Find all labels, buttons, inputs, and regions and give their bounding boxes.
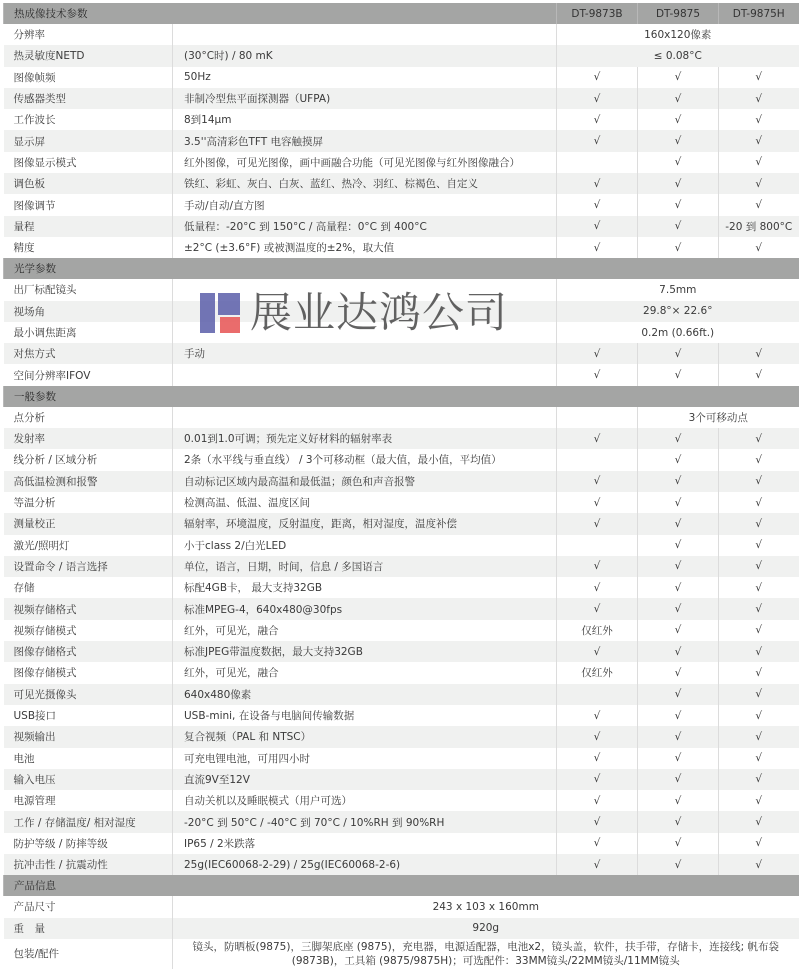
table-row (4, 556, 799, 577)
row-label: 防护等级 / 防摔等级 (4, 833, 173, 854)
table-row (4, 769, 799, 790)
model-value: √ (719, 237, 799, 258)
row-description (173, 322, 557, 343)
row-description: 50Hz (173, 67, 557, 88)
row-label: 激光/照明灯 (4, 535, 173, 556)
model-value: √ (719, 748, 799, 769)
model-value-all: 29.8°× 22.6° (557, 301, 799, 322)
row-description: 红外图像，可见光图像，画中画融合功能（可见光图像与红外图像融合） (173, 152, 557, 173)
table-row (4, 705, 799, 726)
section-title: 光学参数 (4, 258, 799, 279)
model-value: √ (557, 237, 638, 258)
table-row (4, 109, 799, 130)
row-description: -20°C 到 50°C / -40°C 到 70°C / 10%RH 到 90%RH (173, 811, 557, 832)
model-value: √ (719, 684, 799, 705)
model-value: √ (557, 130, 638, 151)
model-value: √ (719, 577, 799, 598)
row-description (173, 301, 557, 322)
row-label: 最小调焦距离 (4, 322, 173, 343)
model-value: √ (638, 130, 719, 151)
row-description: 2条（水平线与垂直线） / 3个可移动框（最大值，最小值，平均值） (173, 449, 557, 470)
row-label: 对焦方式 (4, 343, 173, 364)
row-label: 图像调节 (4, 194, 173, 215)
row-description: 25g(IEC60068-2-29) / 25g(IEC60068-2-6) (173, 854, 557, 875)
model-value: √ (557, 492, 638, 513)
table-row (4, 237, 799, 258)
model-value: √ (638, 194, 719, 215)
row-label: 图像存储模式 (4, 662, 173, 683)
table-row (4, 130, 799, 151)
model-value: √ (557, 343, 638, 364)
row-label: 点分析 (4, 407, 173, 428)
row-label: 显示屏 (4, 130, 173, 151)
model-value: √ (638, 237, 719, 258)
row-description (173, 279, 557, 300)
table-row (4, 620, 799, 641)
row-label: 重 量 (4, 918, 173, 939)
row-label: 量程 (4, 216, 173, 237)
row-description (173, 364, 557, 385)
model-value: √ (719, 152, 799, 173)
section-header (4, 386, 799, 407)
model-value: √ (638, 726, 719, 747)
row-description: ±2°C (±3.6°F) 或被测温度的±2%，取大值 (173, 237, 557, 258)
model-value: √ (638, 577, 719, 598)
model-value: √ (557, 513, 638, 534)
model-value: √ (638, 641, 719, 662)
model-value: √ (557, 705, 638, 726)
row-label: 调色板 (4, 173, 173, 194)
model-value: √ (557, 364, 638, 385)
row-label: 图像显示模式 (4, 152, 173, 173)
model-value: √ (638, 598, 719, 619)
model-value: √ (719, 449, 799, 470)
section-title: 产品信息 (4, 875, 799, 896)
row-description: 标配4GB卡， 最大支持32GB (173, 577, 557, 598)
model-value: √ (638, 513, 719, 534)
model-value: √ (719, 833, 799, 854)
row-value: 镜头，防晒板(9875)，三脚架底座 (9875)，充电器，电源适配器，电池x2，镜头盖，软件，扶手带，存储卡，连接线; 帆布袋(9873B)，工具箱 (9875/9875H)；可选配件：33MM镜头/22MM镜头/11MM镜头 (173, 939, 799, 969)
row-label: 视频存储格式 (4, 598, 173, 619)
model-value: √ (719, 662, 799, 683)
table-row (4, 45, 799, 66)
table-row (4, 194, 799, 215)
row-label: 视场角 (4, 301, 173, 322)
model-value: √ (638, 428, 719, 449)
table-row (4, 173, 799, 194)
model-value: √ (557, 556, 638, 577)
model-header-dt-9875: DT-9875 (638, 3, 719, 24)
model-value-all: 7.5mm (557, 279, 799, 300)
row-description: 手动 (173, 343, 557, 364)
model-value (557, 684, 638, 705)
row-description: 检测高温、低温、温度区间 (173, 492, 557, 513)
table-row (4, 577, 799, 598)
model-value (557, 535, 638, 556)
row-description: 手动/自动/直方图 (173, 194, 557, 215)
model-value-empty (557, 407, 638, 428)
model-value-all: 160x120像素 (557, 24, 799, 45)
model-value: √ (557, 216, 638, 237)
row-description: 红外，可见光，融合 (173, 662, 557, 683)
row-label: 图像帧频 (4, 67, 173, 88)
table-row (4, 364, 799, 385)
model-value: √ (638, 343, 719, 364)
model-value: √ (719, 535, 799, 556)
table-row (4, 535, 799, 556)
row-description: 0.01到1.0可调；预先定义好材料的辐射率表 (173, 428, 557, 449)
table-row (4, 854, 799, 875)
model-value: √ (638, 364, 719, 385)
model-value: √ (638, 620, 719, 641)
model-value: √ (719, 598, 799, 619)
model-value: √ (557, 769, 638, 790)
model-value: √ (719, 130, 799, 151)
model-value: √ (557, 811, 638, 832)
row-label: 可见光摄像头 (4, 684, 173, 705)
row-value: 920g (173, 918, 799, 939)
model-value: √ (557, 833, 638, 854)
table-row (4, 641, 799, 662)
row-description: (30°C时) / 80 mK (173, 45, 557, 66)
model-value: √ (719, 556, 799, 577)
model-value: √ (638, 152, 719, 173)
row-label: 包装/配件 (4, 939, 173, 969)
table-row (4, 918, 799, 939)
table-row (4, 279, 799, 300)
model-value: √ (719, 343, 799, 364)
row-description: 小于class 2/白光LED (173, 535, 557, 556)
model-value-all: ≤ 0.08°C (557, 45, 799, 66)
row-label: 测量校正 (4, 513, 173, 534)
model-value: √ (557, 88, 638, 109)
row-description: USB-mini, 在设备与电脑间传输数据 (173, 705, 557, 726)
row-label: 设置命令 / 语言选择 (4, 556, 173, 577)
row-description: 标准MPEG-4，640x480@30fps (173, 598, 557, 619)
model-value: √ (557, 790, 638, 811)
table-row (4, 833, 799, 854)
row-label: USB接口 (4, 705, 173, 726)
model-value: 仅红外 (557, 620, 638, 641)
row-description: 640x480像素 (173, 684, 557, 705)
model-value: √ (719, 492, 799, 513)
model-value: √ (719, 705, 799, 726)
row-label: 线分析 / 区域分析 (4, 449, 173, 470)
table-row (4, 471, 799, 492)
table-row (4, 662, 799, 683)
row-label: 视频存储模式 (4, 620, 173, 641)
table-row (4, 896, 799, 917)
row-value: 243 x 103 x 160mm (173, 896, 799, 917)
model-value: √ (638, 216, 719, 237)
model-value: √ (557, 854, 638, 875)
table-row (4, 301, 799, 322)
model-value: √ (638, 449, 719, 470)
model-value: √ (719, 173, 799, 194)
model-value: √ (638, 67, 719, 88)
model-value: √ (638, 109, 719, 130)
row-description: 自动标记区域内最高温和最低温；颜色和声音报警 (173, 471, 557, 492)
row-label: 空间分辨率IFOV (4, 364, 173, 385)
row-description: 8到14μm (173, 109, 557, 130)
row-description (173, 407, 557, 428)
table-row (4, 67, 799, 88)
row-label: 传感器类型 (4, 88, 173, 109)
model-value: √ (719, 726, 799, 747)
table-row (4, 449, 799, 470)
row-description: IP65 / 2米跌落 (173, 833, 557, 854)
model-value: √ (719, 67, 799, 88)
model-value: √ (638, 790, 719, 811)
row-description: 可充电锂电池，可用四小时 (173, 748, 557, 769)
model-value: √ (638, 811, 719, 832)
row-label: 精度 (4, 237, 173, 258)
row-description: 铁红、彩虹、灰白、白灰、蓝红、热冷、羽红、棕褐色、自定义 (173, 173, 557, 194)
row-label: 工作 / 存储温度/ 相对湿度 (4, 811, 173, 832)
table-row (4, 598, 799, 619)
model-value: √ (719, 769, 799, 790)
model-value: √ (557, 471, 638, 492)
model-value: √ (557, 67, 638, 88)
row-label: 分辨率 (4, 24, 173, 45)
model-value: √ (638, 705, 719, 726)
table-row (4, 790, 799, 811)
section-header (4, 258, 799, 279)
section-title: 热成像技术参数 (4, 3, 557, 24)
model-value: √ (719, 364, 799, 385)
row-label: 输入电压 (4, 769, 173, 790)
row-label: 产品尺寸 (4, 896, 173, 917)
table-row (4, 322, 799, 343)
model-value: √ (557, 428, 638, 449)
table-row (4, 24, 799, 45)
row-label: 电池 (4, 748, 173, 769)
model-value: √ (719, 428, 799, 449)
table-row (4, 726, 799, 747)
model-value: √ (719, 620, 799, 641)
section-header (4, 875, 799, 896)
row-description: 非制冷型焦平面探测器（UFPA) (173, 88, 557, 109)
model-value: √ (638, 173, 719, 194)
model-value: √ (638, 556, 719, 577)
table-row (4, 88, 799, 109)
row-label: 热灵敏度NETD (4, 45, 173, 66)
table-row (4, 428, 799, 449)
row-label: 高低温检测和报警 (4, 471, 173, 492)
model-value: √ (719, 641, 799, 662)
watermark-text: 展业达鸿公司 (250, 288, 509, 337)
model-value-shared: 3个可移动点 (638, 407, 799, 428)
row-label: 图像存储格式 (4, 641, 173, 662)
row-description: 复合视频（PAL 和 NTSC） (173, 726, 557, 747)
table-row (4, 513, 799, 534)
table-row (4, 939, 799, 969)
model-header-dt-9875h: DT-9875H (719, 3, 799, 24)
row-label: 工作波长 (4, 109, 173, 130)
row-description: 辐射率，环境温度，反射温度，距离，相对湿度，温度补偿 (173, 513, 557, 534)
model-value: √ (719, 790, 799, 811)
row-label: 等温分析 (4, 492, 173, 513)
row-label: 存储 (4, 577, 173, 598)
spec-table (3, 3, 799, 969)
model-value (557, 449, 638, 470)
table-row (4, 492, 799, 513)
row-description: 自动关机以及睡眠模式（用户可选） (173, 790, 557, 811)
model-value: √ (557, 109, 638, 130)
table-row (4, 748, 799, 769)
model-value: √ (557, 748, 638, 769)
row-description (173, 24, 557, 45)
row-description: 单位，语言，日期，时间，信息 / 多国语言 (173, 556, 557, 577)
row-label: 抗冲击性 / 抗震动性 (4, 854, 173, 875)
model-value: -20 到 800°C (719, 216, 799, 237)
row-description: 标准JPEG带温度数据，最大支持32GB (173, 641, 557, 662)
model-value: √ (638, 854, 719, 875)
table-row (4, 407, 799, 428)
model-value: √ (638, 684, 719, 705)
row-label: 视频输出 (4, 726, 173, 747)
model-value: √ (719, 811, 799, 832)
table-row (4, 152, 799, 173)
row-label: 电源管理 (4, 790, 173, 811)
model-value: √ (638, 748, 719, 769)
model-value: √ (557, 598, 638, 619)
model-value: √ (638, 88, 719, 109)
section-title: 一般参数 (4, 386, 799, 407)
model-value: √ (719, 109, 799, 130)
model-value: √ (719, 194, 799, 215)
model-value: √ (638, 535, 719, 556)
table-header-row (4, 3, 799, 24)
row-description: 红外，可见光，融合 (173, 620, 557, 641)
model-value: 仅红外 (557, 662, 638, 683)
row-label: 发射率 (4, 428, 173, 449)
model-value: √ (638, 492, 719, 513)
model-value-all: 0.2m (0.66ft.) (557, 322, 799, 343)
model-value: √ (638, 769, 719, 790)
row-description: 3.5''高清彩色TFT 电容触摸屏 (173, 130, 557, 151)
model-value (557, 152, 638, 173)
row-description: 低量程：-20°C 到 150°C / 高量程：0°C 到 400°C (173, 216, 557, 237)
model-value: √ (719, 471, 799, 492)
row-description: 直流9V至12V (173, 769, 557, 790)
table-row (4, 343, 799, 364)
model-value: √ (719, 88, 799, 109)
table-row (4, 216, 799, 237)
model-value: √ (557, 641, 638, 662)
table-row (4, 811, 799, 832)
model-value: √ (638, 662, 719, 683)
model-value: √ (638, 833, 719, 854)
model-value: √ (557, 726, 638, 747)
model-value: √ (638, 471, 719, 492)
row-label: 出厂标配镜头 (4, 279, 173, 300)
model-value: √ (719, 513, 799, 534)
model-value: √ (557, 194, 638, 215)
model-value: √ (557, 577, 638, 598)
model-header-dt-9873b: DT-9873B (557, 3, 638, 24)
table-row (4, 684, 799, 705)
model-value: √ (719, 854, 799, 875)
model-value: √ (557, 173, 638, 194)
